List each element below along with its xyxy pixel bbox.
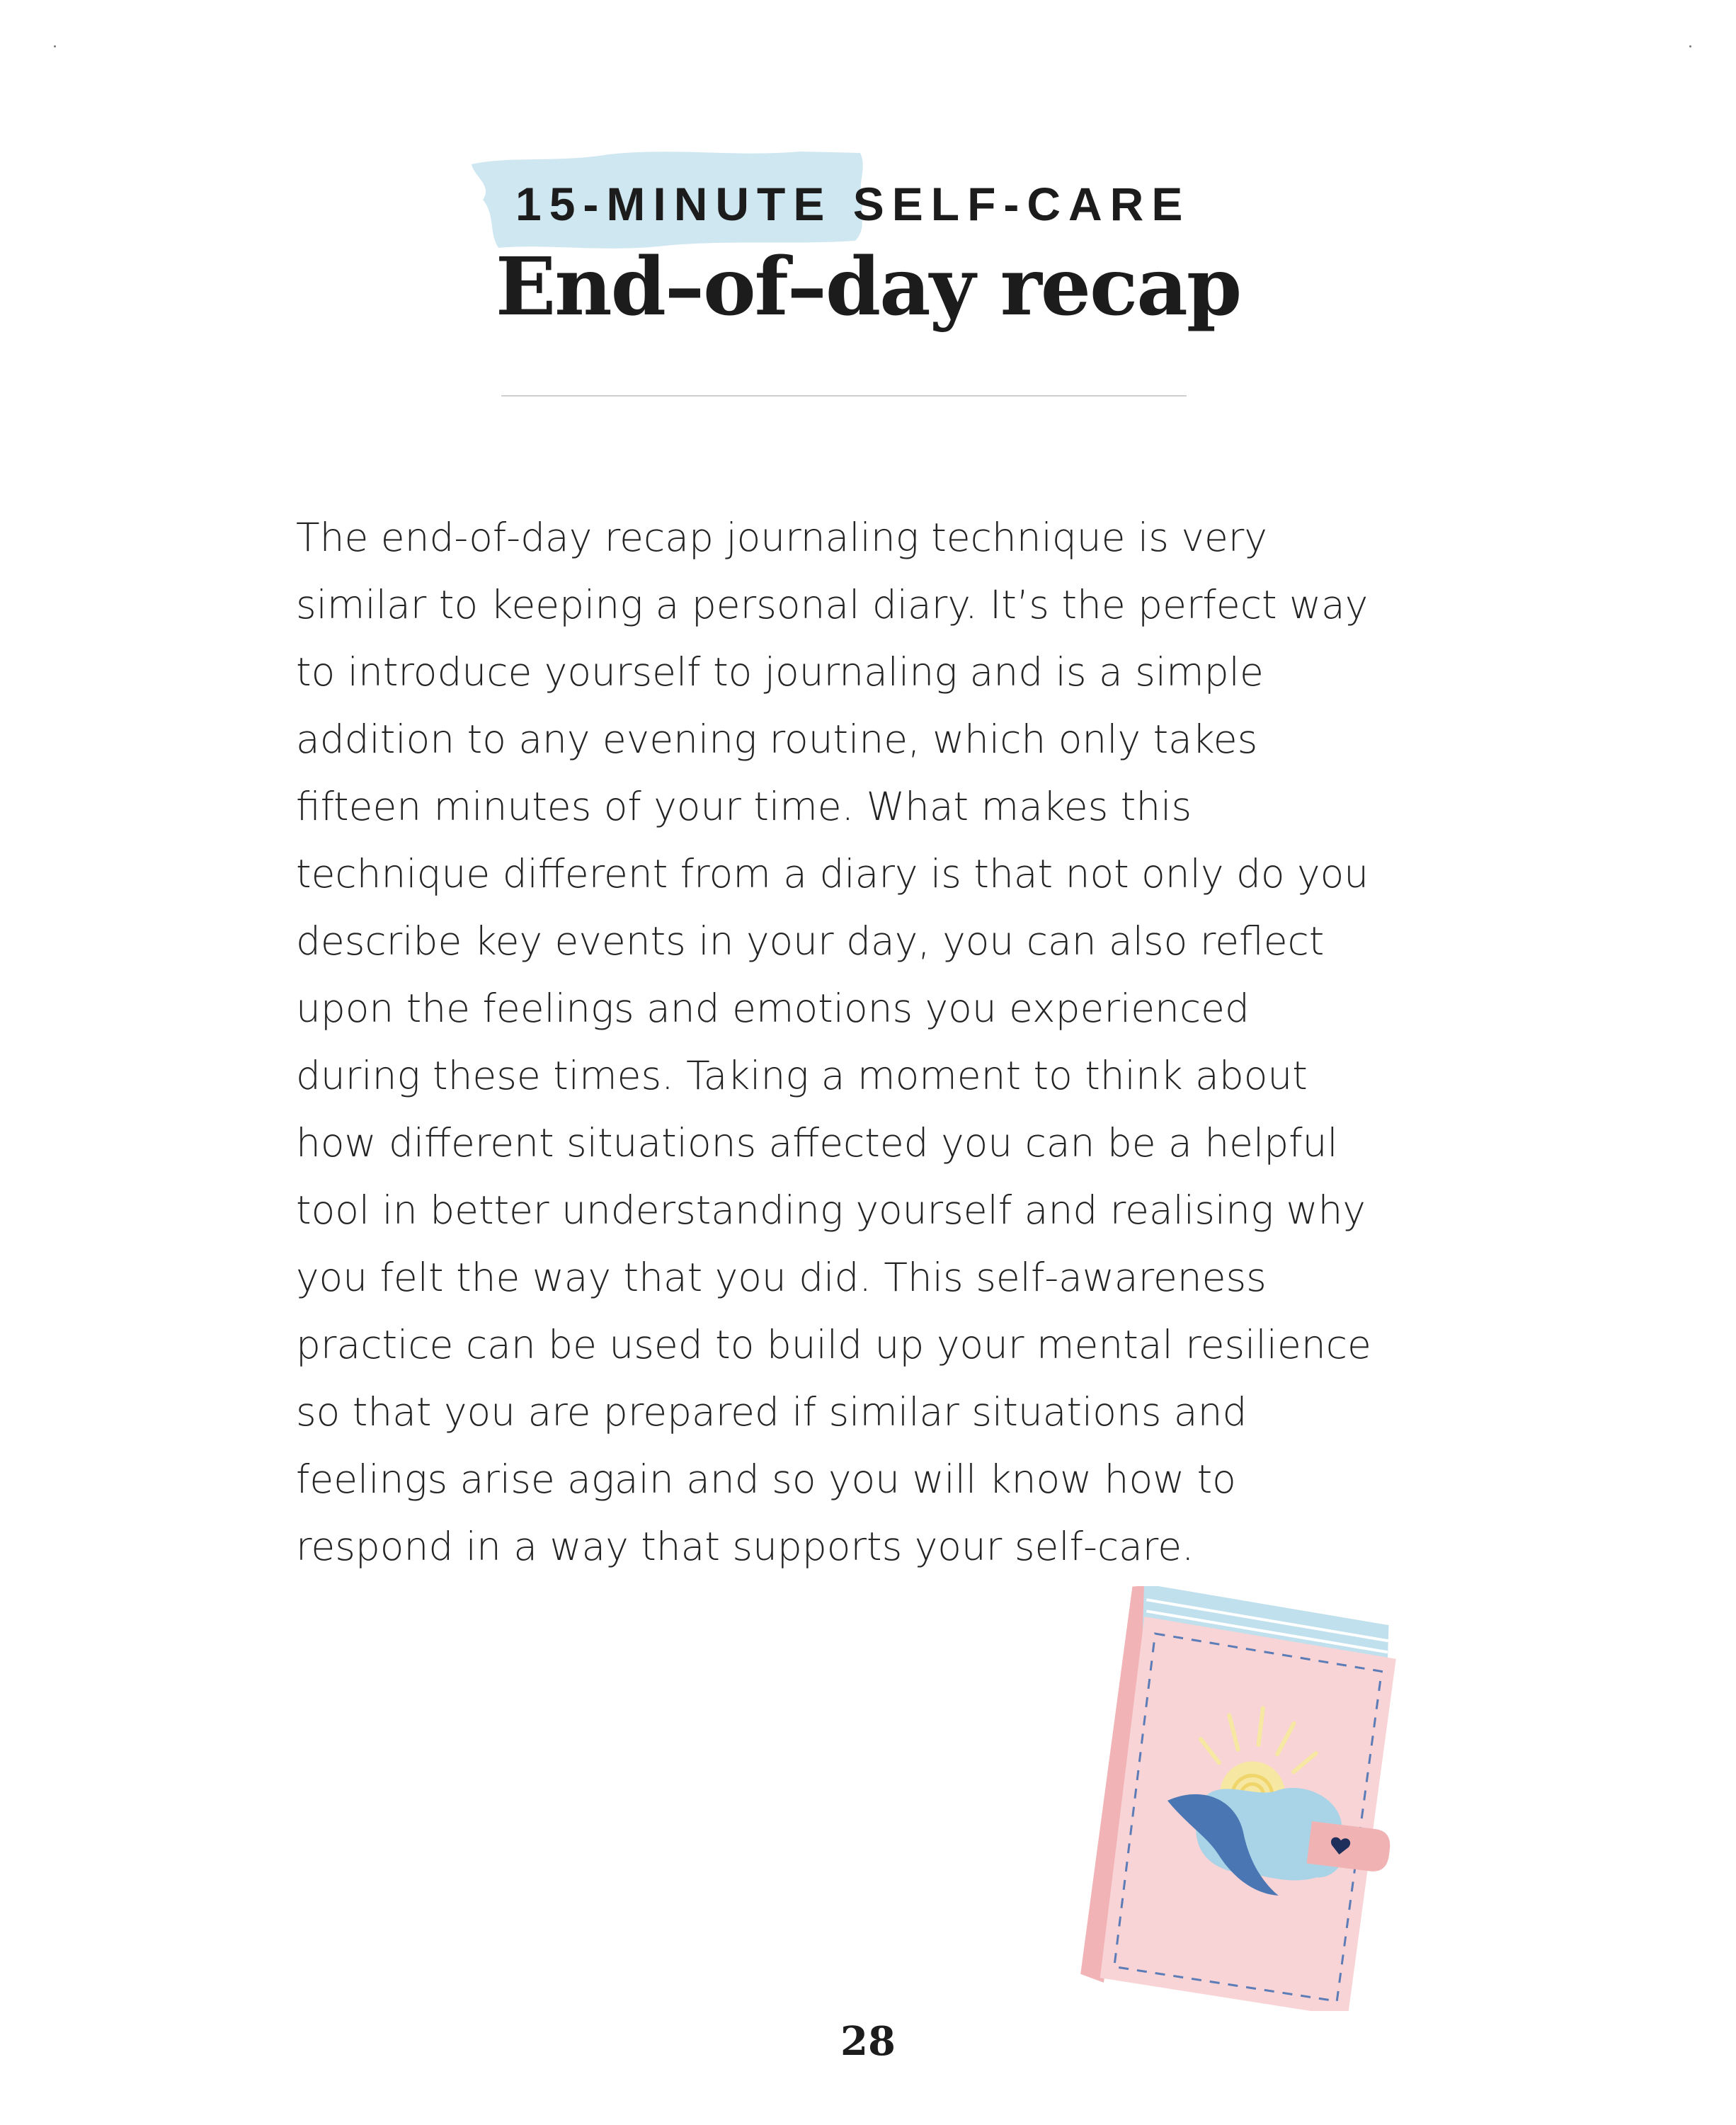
body-line: to introduce yourself to journaling and is a simple	[296, 649, 1264, 695]
title-divider	[501, 395, 1187, 397]
body-line: so that you are prepared if similar situations and	[296, 1389, 1247, 1435]
crop-mark-right	[1689, 45, 1691, 47]
body-line: you felt the way that you did. This self-awareness	[296, 1255, 1267, 1300]
body-line: similar to keeping a personal diary. It’s the perfect way	[296, 582, 1369, 627]
body-line: The end-of-day recap journaling technique is very	[296, 515, 1267, 560]
body-line: addition to any evening routine, which only takes	[296, 717, 1258, 762]
body-line: how different situations affected you can be a helpful	[296, 1120, 1338, 1166]
kicker-block	[467, 136, 1260, 256]
body-line: practice can be used to build up your mental resilience	[296, 1322, 1371, 1367]
body-line: upon the feelings and emotions you experienced	[296, 986, 1250, 1031]
body-line: feelings arise again and so you will know how to	[296, 1457, 1236, 1502]
section-kicker: 15-MINUTE SELF-CARE	[515, 178, 1191, 230]
body-line: describe key events in your day, you can also reflect	[296, 918, 1325, 964]
body-line: during these times. Taking a moment to think about	[296, 1053, 1308, 1098]
body-line: respond in a way that supports your self-care.	[296, 1524, 1194, 1569]
page-number: 28	[840, 2018, 896, 2065]
body-line: technique different from a diary is that not only do you	[296, 851, 1369, 896]
page-title: End–of–day recap	[495, 241, 1241, 334]
body-paragraph	[296, 504, 1400, 1580]
body-line: tool in better understanding yourself and realising why	[296, 1187, 1366, 1233]
crop-mark-left	[54, 45, 56, 47]
journal-illustration	[1062, 1586, 1402, 2011]
body-line: fifteen minutes of your time. What makes this	[296, 784, 1192, 829]
